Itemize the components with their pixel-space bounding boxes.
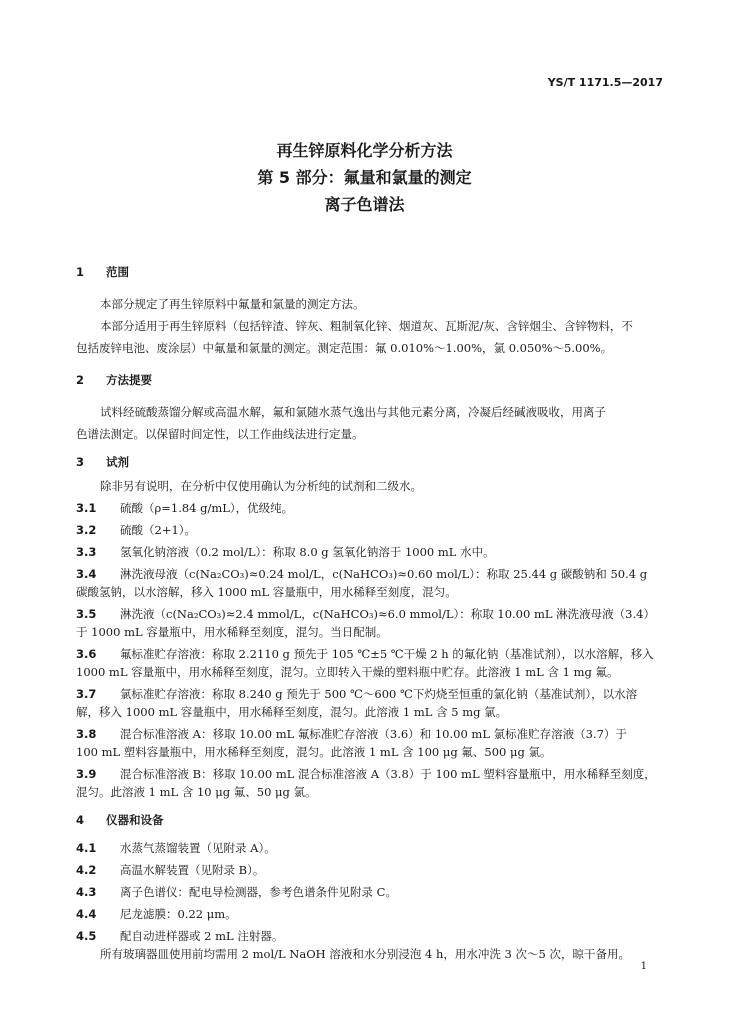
item-text: 水蒸气蒸馏装置（见附录 A）。 (120, 841, 276, 855)
reagent-item (76, 500, 293, 516)
equipment-item (76, 884, 397, 900)
section-2-paragraph-line-1: 试料经硫酸蒸馏分解或高温水解，氟和氯随水蒸气逸出与其他元素分离，冷凝后经碱液吸收，用离子 (100, 405, 606, 419)
item-text: 混合标准溶液 A：移取 10.00 mL 氟标准贮存溶液（3.6）和 10.00 mL 氯标准贮存溶液（3.7）于 (120, 727, 627, 741)
section-1-paragraph-2-line-1: 本部分适用于再生锌原料（包括锌渣、锌灰、粗制氧化锌、烟道灰、瓦斯泥/灰、含锌烟尘、含锌物料，不 (100, 319, 633, 333)
section-1-paragraph-1: 本部分规定了再生锌原料中氟量和氯量的测定方法。 (100, 297, 365, 311)
reagent-item-continuation: 100 mL 塑料容量瓶中，用水稀释至刻度，混匀。此溶液 1 mL 含 100 μg 氟、500 μg 氯。 (76, 745, 552, 759)
section-number: 4 (76, 813, 85, 827)
reagent-item (76, 606, 655, 622)
item-number: 3.9 (76, 767, 97, 781)
reagent-item (76, 686, 637, 702)
item-number: 3.1 (76, 501, 97, 515)
reagent-item (76, 566, 647, 582)
item-number: 3.7 (76, 687, 97, 701)
reagent-item (76, 766, 656, 782)
document-title-line-1: 再生锌原料化学分析方法 (276, 141, 453, 160)
item-text: 高温水解装置（见附录 B）。 (120, 863, 265, 877)
reagent-item (76, 544, 495, 560)
section-title: 仪器和设备 (106, 813, 164, 827)
section-4-heading (76, 812, 164, 828)
section-3-intro: 除非另有说明，在分析中仅使用确认为分析纯的试剂和二级水。 (100, 479, 422, 493)
item-number: 3.3 (76, 545, 97, 559)
item-text: 淋洗液母液（c(Na₂CO₃)≈0.24 mol/L，c(NaHCO₃)≈0.60 mol/L）：称取 25.44 g 碳酸钠和 50.4 g (120, 567, 648, 581)
document-title-line-2: 第 5 部分：氟量和氯量的测定 (257, 168, 472, 187)
section-title: 试剂 (106, 455, 129, 469)
equipment-note: 所有玻璃器皿使用前均需用 2 mol/L NaOH 溶液和水分别浸泡 4 h，用水冲洗 3 次～5 次，晾干备用。 (100, 947, 630, 961)
item-number: 4.1 (76, 841, 97, 855)
equipment-item (76, 906, 237, 922)
reagent-item-continuation: 解，移入 1000 mL 容量瓶中，用水稀释至刻度，混匀。此溶液 1 mL 含 5 mg 氯。 (76, 705, 508, 719)
section-title: 方法提要 (106, 373, 152, 387)
reagent-item-continuation: 混匀。此溶液 1 mL 含 10 μg 氟、50 μg 氯。 (76, 785, 317, 799)
item-text: 离子色谱仪：配电导检测器，参考色谱条件见附录 C。 (120, 885, 397, 899)
reagent-item (76, 726, 627, 742)
item-number: 4.2 (76, 863, 97, 877)
item-number: 3.5 (76, 607, 97, 621)
item-text: 尼龙滤膜：0.22 μm。 (120, 907, 237, 921)
item-text: 氯标准贮存溶液：称取 8.240 g 预先于 500 ℃～600 ℃下灼烧至恒重的氯化钠（基准试剂），以水溶 (120, 687, 638, 701)
item-number: 4.3 (76, 885, 97, 899)
item-text: 氢氧化钠溶液（0.2 mol/L）：称取 8.0 g 氢氧化钠溶于 1000 mL 水中。 (120, 545, 495, 559)
section-number: 2 (76, 373, 85, 387)
reagent-item-continuation: 于 1000 mL 容量瓶中，用水稀释至刻度，混匀。当日配制。 (76, 625, 388, 639)
reagent-item (76, 522, 196, 538)
section-title: 范围 (106, 265, 129, 279)
item-number: 4.5 (76, 929, 97, 943)
section-number: 1 (76, 265, 85, 279)
item-number: 3.8 (76, 727, 97, 741)
equipment-item (76, 928, 283, 944)
item-number: 3.2 (76, 523, 97, 537)
section-3-heading (76, 454, 129, 470)
item-text: 配自动进样器或 2 mL 注射器。 (120, 929, 284, 943)
standard-code: YS/T 1171.5—2017 (547, 76, 663, 89)
item-text: 氟标准贮存溶液：称取 2.2110 g 预先于 105 ℃±5 ℃干燥 2 h 的氟化钠（基准试剂），以水溶解，移入 (120, 647, 654, 661)
section-1-heading (76, 264, 129, 280)
reagent-item-continuation: 碳酸氢钠，以水溶解，移入 1000 mL 容量瓶中，用水稀释至刻度，混匀。 (76, 585, 457, 599)
section-1-paragraph-2-line-2: 包括废锌电池、废涂层）中氟量和氯量的测定。测定范围：氟 0.010%～1.00%，氯 0.050%～5.00%。 (76, 341, 613, 355)
item-text: 硫酸（2+1）。 (120, 523, 197, 537)
equipment-item (76, 862, 264, 878)
item-number: 3.6 (76, 647, 97, 661)
item-text: 硫酸（ρ=1.84 g/mL），优级纯。 (120, 501, 294, 515)
item-number: 3.4 (76, 567, 97, 581)
item-text: 混合标准溶液 B：移取 10.00 mL 混合标准溶液 A（3.8）于 100 mL 塑料容量瓶中，用水稀释至刻度， (120, 767, 656, 781)
reagent-item (76, 646, 654, 662)
section-number: 3 (76, 455, 85, 469)
item-number: 4.4 (76, 907, 97, 921)
reagent-item-continuation: 1000 mL 容量瓶中，用水稀释至刻度，混匀。立即转入干燥的塑料瓶中贮存。此溶液 1 mL 含 1 mg 氟。 (76, 665, 619, 679)
item-text: 淋洗液（c(Na₂CO₃)≈2.4 mmol/L，c(NaHCO₃)≈6.0 mmol/L）：称取 10.00 mL 淋洗液母液（3.4） (120, 607, 655, 621)
page-number: 1 (640, 961, 647, 972)
equipment-item (76, 840, 276, 856)
section-2-paragraph-line-2: 色谱法测定。以保留时间定性，以工作曲线法进行定量。 (76, 427, 364, 441)
section-2-heading (76, 372, 152, 388)
document-title-line-3: 离子色谱法 (324, 195, 405, 214)
